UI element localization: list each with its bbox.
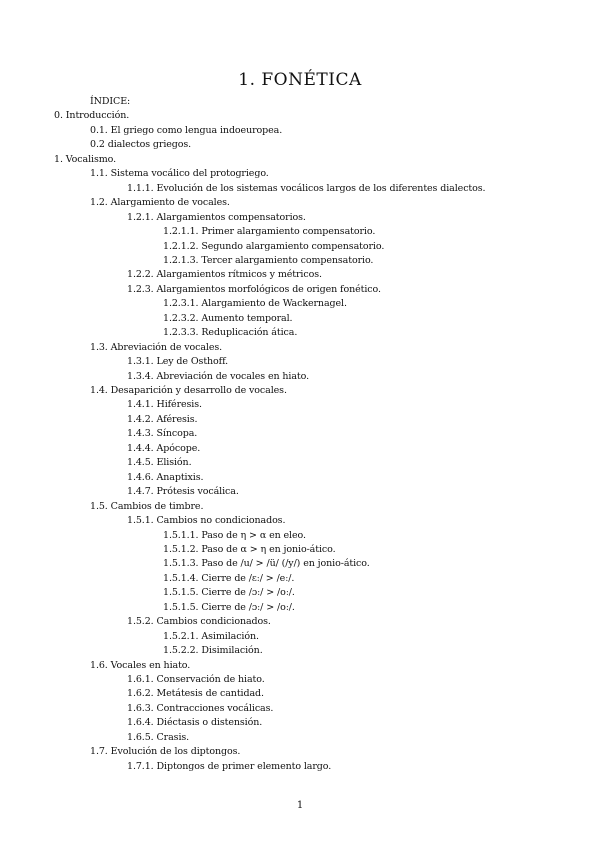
toc-entry: 1.4.6. Anaptixis. — [127, 471, 204, 483]
toc-entry: 1.6.3. Contracciones vocálicas. — [127, 702, 274, 714]
toc-entry: 1.5.1.4. Cierre de /ɛː/ > /eː/. — [163, 572, 295, 584]
toc-entry: 1.6.4. Diéctasis o distensión. — [127, 717, 263, 729]
toc-entry: 1.5. Cambios de timbre. — [90, 500, 204, 512]
toc-entry: ÍNDICE: — [90, 96, 131, 107]
toc-entry: 1.2.1.1. Primer alargamiento compensatorio. — [163, 226, 376, 238]
toc-entry: 1.5.2.1. Asimilación. — [163, 630, 259, 642]
toc-entry: 0.1. El griego como lengua indoeuropea. — [90, 124, 283, 136]
toc-entry: 1.2.1. Alargamientos compensatorios. — [127, 211, 306, 223]
toc-entry: 1.4.7. Prótesis vocálica. — [127, 486, 239, 498]
toc-entry: 1.2. Alargamiento de vocales. — [90, 197, 230, 209]
toc-entry: 1. Vocalismo. — [54, 153, 117, 165]
toc-entry: 1.1.1. Evolución de los sistemas vocálicos largos de los diferentes dialectos. — [127, 182, 486, 194]
toc-entry: 1.5.1.3. Paso de /u/ > /ü/ (/y/) en jonio-ático. — [163, 558, 370, 570]
toc-entry: 1.3.4. Abreviación de vocales en hiato. — [127, 370, 310, 382]
toc-entry: 1.5.1. Cambios no condicionados. — [127, 515, 286, 527]
toc-entry: 1.6. Vocales en hiato. — [90, 659, 191, 671]
toc-entry: 1.4.3. Síncopa. — [127, 428, 198, 440]
toc-entry: 1.7. Evolución de los diptongos. — [90, 746, 241, 758]
toc-entry: 1.2.1.3. Tercer alargamiento compensatorio. — [163, 254, 374, 266]
toc-entry: 1.2.3. Alargamientos morfológicos de origen fonético. — [127, 283, 381, 295]
toc-entry: 1.6.1. Conservación de hiato. — [127, 674, 265, 685]
toc-entry: 1.5.1.5. Cierre de /ɔː/ > /oː/. — [163, 587, 295, 599]
toc-entry: 0. Introducción. — [54, 110, 130, 122]
page-number: 1 — [296, 800, 304, 811]
toc-entry: 1.1. Sistema vocálico del protogriego. — [90, 168, 269, 180]
toc-entry: 1.4. Desaparición y desarrollo de vocales. — [90, 385, 287, 396]
toc-entry: 1.5.1.5. Cierre de /ɔː/ > /oː/. — [163, 601, 295, 613]
toc-entry: 1.2.2. Alargamientos rítmicos y métricos. — [127, 269, 322, 281]
toc-entry: 1.5.2. Cambios condicionados. — [127, 616, 271, 628]
toc-entry: 1.4.2. Aféresis. — [127, 413, 198, 425]
toc-entry: 1.4.5. Elisión. — [127, 457, 192, 469]
toc-entry: 1.4.1. Hiféresis. — [127, 399, 202, 411]
toc-entry: 1.2.1.2. Segundo alargamiento compensatorio. — [163, 240, 385, 252]
toc-entry: 1.6.5. Crasis. — [127, 731, 190, 743]
toc-entry: 1.4.4. Apócope. — [127, 442, 201, 454]
page-title: 1. FONÉTICA — [238, 70, 362, 90]
toc-entry: 1.6.2. Metátesis de cantidad. — [127, 688, 264, 700]
toc-entry: 1.5.1.2. Paso de α > η en jonio-ático. — [163, 543, 336, 555]
toc-entry: 1.5.2.2. Disimilación. — [163, 645, 263, 657]
toc-entry: 1.2.3.1. Alargamiento de Wackernagel. — [163, 298, 347, 310]
toc-entry: 1.5.1.1. Paso de η > α en eleo. — [163, 529, 306, 541]
toc-entry: 1.2.3.2. Aumento temporal. — [163, 312, 293, 324]
toc-entry: 1.7.1. Diptongos de primer elemento largo. — [127, 760, 332, 772]
toc-entry: 1.3.1. Ley de Osthoff. — [127, 356, 229, 368]
toc-entry: 1.3. Abreviación de vocales. — [90, 341, 223, 353]
toc-entry: 1.2.3.3. Reduplicación ática. — [163, 327, 298, 339]
toc-entry: 0.2 dialectos griegos. — [90, 139, 192, 151]
